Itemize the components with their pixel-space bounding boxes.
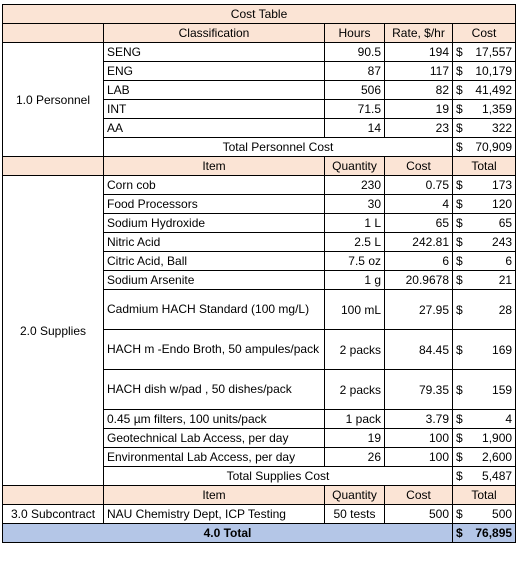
supply-cost: 27.95 bbox=[385, 290, 453, 330]
total-value: 169 bbox=[492, 342, 513, 357]
personnel-rate: 19 bbox=[385, 100, 453, 119]
currency-symbol: $ bbox=[456, 526, 463, 540]
header-quantity: Quantity bbox=[325, 157, 385, 176]
supplies-group-label: 2.0 Supplies bbox=[3, 176, 104, 486]
supply-item: Cadmium HACH Standard (100 mg/L) bbox=[104, 290, 325, 330]
supply-total bbox=[453, 195, 516, 214]
currency-symbol: $ bbox=[456, 102, 463, 116]
supply-item: HACH m -Endo Broth, 50 ampules/pack bbox=[104, 330, 325, 370]
total-value: 6 bbox=[505, 254, 513, 268]
currency-symbol: $ bbox=[456, 216, 463, 230]
supply-total bbox=[453, 271, 516, 290]
currency-symbol: $ bbox=[456, 450, 463, 464]
supply-item: Sodium Hydroxide bbox=[104, 214, 325, 233]
supply-item: Corn cob bbox=[104, 176, 325, 195]
personnel-rate: 23 bbox=[385, 119, 453, 138]
personnel-cost bbox=[453, 43, 516, 62]
currency-symbol: $ bbox=[456, 45, 463, 59]
supply-quantity: 1 pack bbox=[325, 410, 385, 429]
title-row bbox=[3, 5, 516, 24]
personnel-hours: 87 bbox=[325, 62, 385, 81]
currency-symbol: $ bbox=[456, 121, 463, 135]
personnel-cost bbox=[453, 62, 516, 81]
supply-total bbox=[453, 252, 516, 271]
total-value: 1,900 bbox=[482, 431, 513, 445]
supply-cost: 6 bbox=[385, 252, 453, 271]
cost-value: 70,909 bbox=[475, 140, 513, 154]
header-total: Total bbox=[453, 486, 516, 505]
total-value: 120 bbox=[492, 197, 513, 211]
supply-quantity: 7.5 oz bbox=[325, 252, 385, 271]
subcontract-group-label: 3.0 Subcontract bbox=[3, 505, 104, 524]
total-value: 21 bbox=[498, 273, 513, 287]
supply-quantity: 1 g bbox=[325, 271, 385, 290]
total-value: 76,895 bbox=[475, 526, 513, 540]
cost-value: 10,179 bbox=[475, 64, 513, 78]
subcontract-total bbox=[453, 505, 516, 524]
table-row bbox=[3, 176, 516, 195]
grand-total-value bbox=[453, 524, 516, 543]
supply-cost: 100 bbox=[385, 429, 453, 448]
header-total: Total bbox=[453, 157, 516, 176]
supply-item: HACH dish w/pad , 50 dishes/pack bbox=[104, 370, 325, 410]
currency-symbol: $ bbox=[456, 83, 463, 97]
currency-symbol: $ bbox=[456, 469, 463, 483]
currency-symbol: $ bbox=[456, 382, 463, 397]
table-row bbox=[3, 43, 516, 62]
total-value: 243 bbox=[492, 235, 513, 249]
currency-symbol: $ bbox=[456, 302, 463, 317]
supply-cost: 84.45 bbox=[385, 330, 453, 370]
total-value: 4 bbox=[505, 412, 513, 426]
personnel-name: SENG bbox=[104, 43, 325, 62]
personnel-name: INT bbox=[104, 100, 325, 119]
supply-quantity: 30 bbox=[325, 195, 385, 214]
header-blank bbox=[3, 157, 104, 176]
header-blank bbox=[3, 24, 104, 43]
supply-total bbox=[453, 410, 516, 429]
supply-quantity: 26 bbox=[325, 448, 385, 467]
personnel-name: AA bbox=[104, 119, 325, 138]
total-value: 28 bbox=[498, 302, 513, 317]
subcontract-quantity: 50 tests bbox=[325, 505, 385, 524]
supplies-total-value bbox=[453, 467, 516, 486]
supply-cost: 4 bbox=[385, 195, 453, 214]
supply-item: Geotechnical Lab Access, per day bbox=[104, 429, 325, 448]
currency-symbol: $ bbox=[456, 507, 463, 521]
personnel-total-label: Total Personnel Cost bbox=[104, 138, 453, 157]
supply-total bbox=[453, 429, 516, 448]
personnel-hours: 506 bbox=[325, 81, 385, 100]
supply-quantity: 2 packs bbox=[325, 330, 385, 370]
supply-total bbox=[453, 290, 516, 330]
cost-value: 17,557 bbox=[475, 45, 513, 59]
supply-cost: 242.81 bbox=[385, 233, 453, 252]
header-item: Item bbox=[104, 157, 325, 176]
supply-cost: 20.9678 bbox=[385, 271, 453, 290]
header-cost: Cost bbox=[453, 24, 516, 43]
supply-quantity: 100 mL bbox=[325, 290, 385, 330]
supply-quantity: 230 bbox=[325, 176, 385, 195]
grand-total-row bbox=[3, 524, 516, 543]
personnel-rate: 82 bbox=[385, 81, 453, 100]
supply-total bbox=[453, 448, 516, 467]
total-value: 500 bbox=[492, 507, 513, 521]
currency-symbol: $ bbox=[456, 235, 463, 249]
supply-total bbox=[453, 370, 516, 410]
currency-symbol: $ bbox=[456, 412, 463, 426]
header-cost: Cost bbox=[385, 486, 453, 505]
supply-cost: 65 bbox=[385, 214, 453, 233]
supply-total bbox=[453, 233, 516, 252]
currency-symbol: $ bbox=[456, 273, 463, 287]
supply-item: 0.45 µm filters, 100 units/pack bbox=[104, 410, 325, 429]
personnel-hours: 14 bbox=[325, 119, 385, 138]
total-value: 159 bbox=[492, 382, 513, 397]
supply-total bbox=[453, 330, 516, 370]
personnel-total-value bbox=[453, 138, 516, 157]
header-item: Item bbox=[104, 486, 325, 505]
total-value: 5,487 bbox=[482, 469, 513, 483]
supply-quantity: 2 packs bbox=[325, 370, 385, 410]
header-quantity: Quantity bbox=[325, 486, 385, 505]
supply-quantity: 1 L bbox=[325, 214, 385, 233]
personnel-name: ENG bbox=[104, 62, 325, 81]
currency-symbol: $ bbox=[456, 342, 463, 357]
header-hours: Hours bbox=[325, 24, 385, 43]
supply-item: Environmental Lab Access, per day bbox=[104, 448, 325, 467]
supply-total bbox=[453, 176, 516, 195]
cost-value: 1,359 bbox=[482, 102, 513, 116]
currency-symbol: $ bbox=[456, 431, 463, 445]
cost-value: 41,492 bbox=[475, 83, 513, 97]
grand-total-label: 4.0 Total bbox=[3, 524, 453, 543]
personnel-name: LAB bbox=[104, 81, 325, 100]
cost-value: 322 bbox=[492, 121, 513, 135]
supply-cost: 0.75 bbox=[385, 176, 453, 195]
personnel-cost bbox=[453, 81, 516, 100]
supply-item: Food Processors bbox=[104, 195, 325, 214]
personnel-hours: 90.5 bbox=[325, 43, 385, 62]
supply-item: Citric Acid, Ball bbox=[104, 252, 325, 271]
supply-cost: 100 bbox=[385, 448, 453, 467]
header-classification: Classification bbox=[104, 24, 325, 43]
personnel-rate: 194 bbox=[385, 43, 453, 62]
personnel-rate: 117 bbox=[385, 62, 453, 81]
supply-cost: 3.79 bbox=[385, 410, 453, 429]
table-title: Cost Table bbox=[3, 5, 516, 24]
supply-item: Sodium Arsenite bbox=[104, 271, 325, 290]
supply-item: Nitric Acid bbox=[104, 233, 325, 252]
subcontract-item: NAU Chemistry Dept, ICP Testing bbox=[104, 505, 325, 524]
subcontract-row bbox=[3, 505, 516, 524]
supply-quantity: 2.5 L bbox=[325, 233, 385, 252]
personnel-header-row bbox=[3, 24, 516, 43]
subcontract-cost: 500 bbox=[385, 505, 453, 524]
currency-symbol: $ bbox=[456, 140, 463, 154]
personnel-cost bbox=[453, 100, 516, 119]
personnel-cost bbox=[453, 119, 516, 138]
total-value: 65 bbox=[498, 216, 513, 230]
supply-quantity: 19 bbox=[325, 429, 385, 448]
supply-cost: 79.35 bbox=[385, 370, 453, 410]
currency-symbol: $ bbox=[456, 254, 463, 268]
header-cost: Cost bbox=[385, 157, 453, 176]
total-value: 2,600 bbox=[482, 450, 513, 464]
subcontract-header-row bbox=[3, 486, 516, 505]
header-blank bbox=[3, 486, 104, 505]
supplies-header-row bbox=[3, 157, 516, 176]
header-rate: Rate, $/hr bbox=[385, 24, 453, 43]
cost-table bbox=[2, 4, 516, 543]
total-value: 173 bbox=[492, 178, 513, 192]
supplies-total-label: Total Supplies Cost bbox=[104, 467, 453, 486]
personnel-hours: 71.5 bbox=[325, 100, 385, 119]
currency-symbol: $ bbox=[456, 178, 463, 192]
currency-symbol: $ bbox=[456, 197, 463, 211]
currency-symbol: $ bbox=[456, 64, 463, 78]
personnel-group-label: 1.0 Personnel bbox=[3, 43, 104, 157]
supply-total bbox=[453, 214, 516, 233]
